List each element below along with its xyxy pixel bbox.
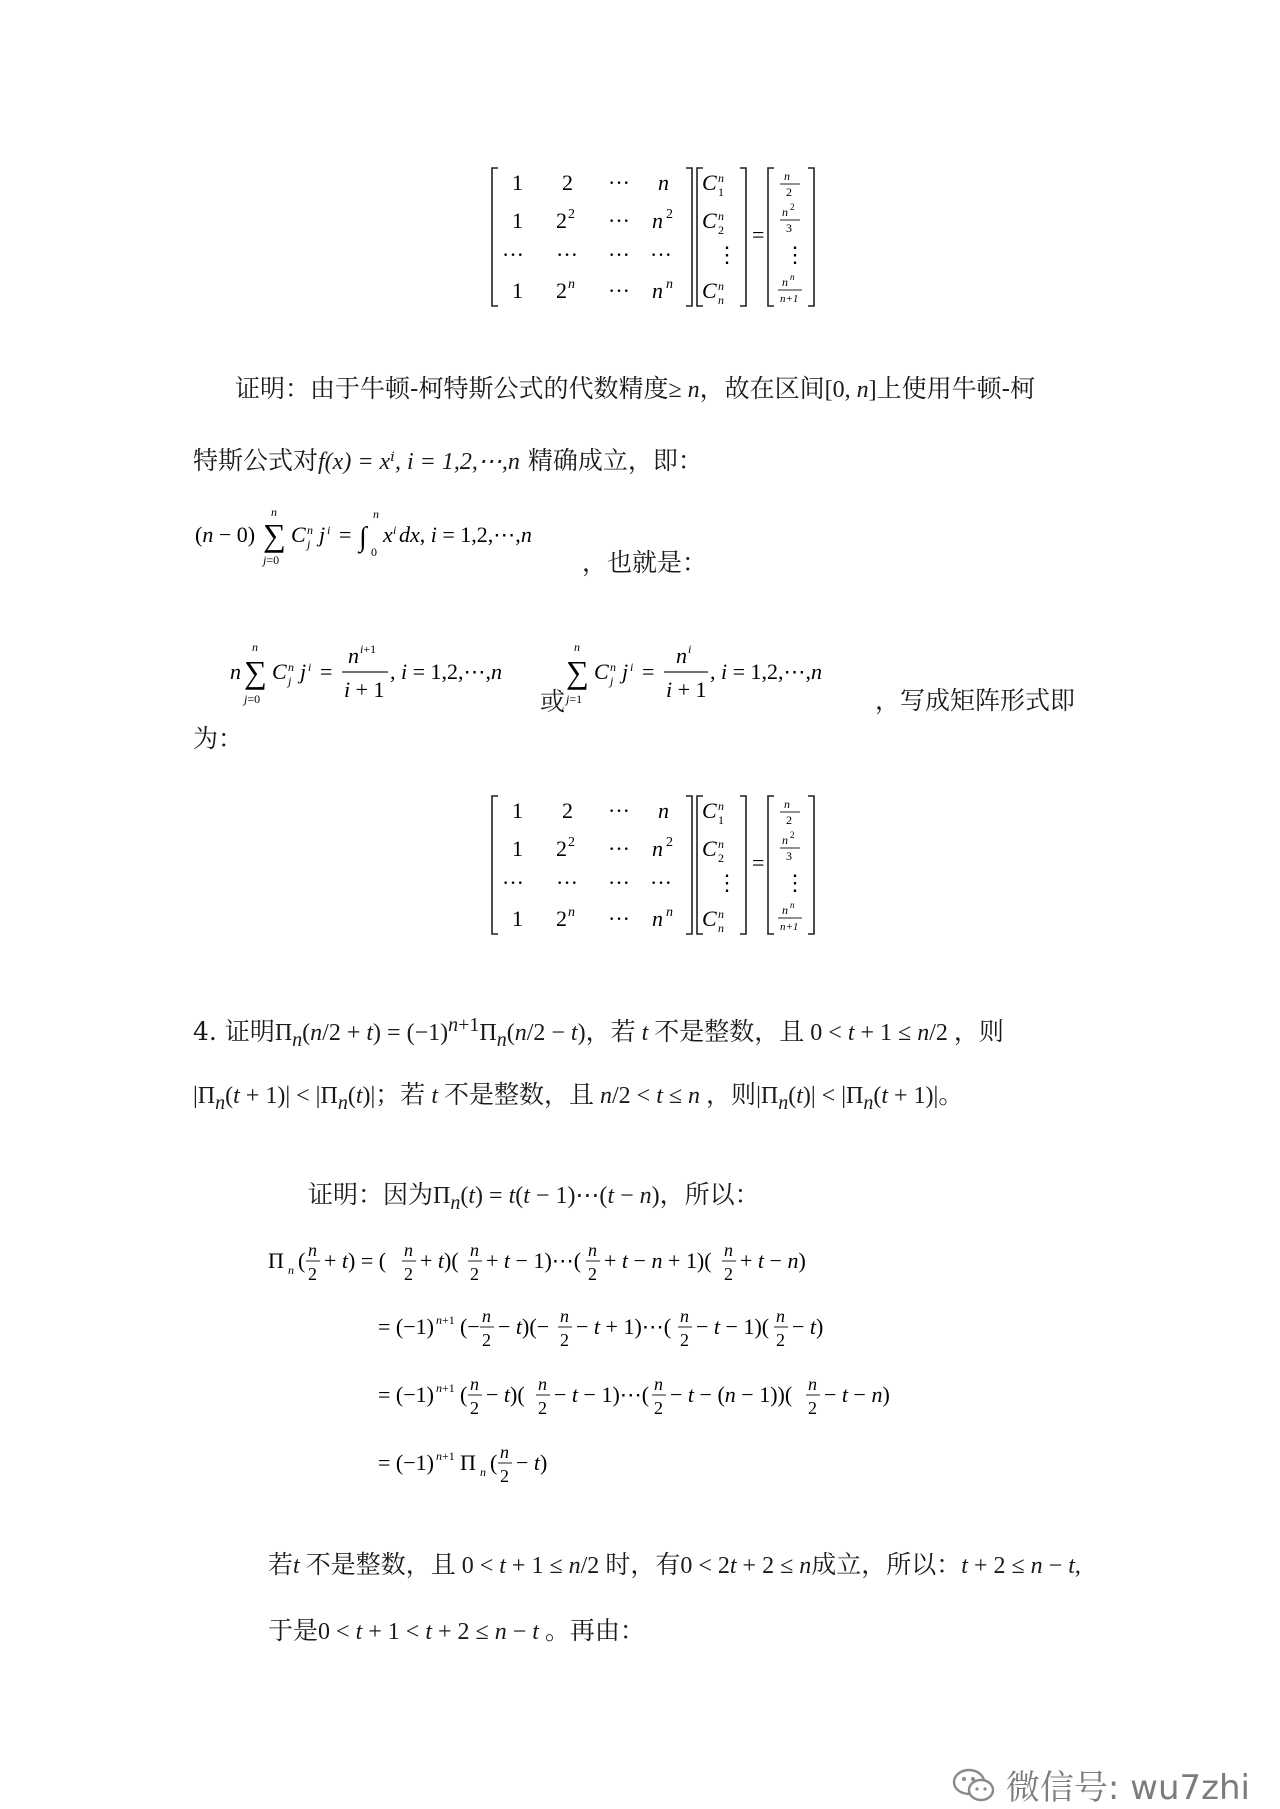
svg-text:i: i <box>308 660 312 674</box>
svg-text:n: n <box>718 209 724 223</box>
svg-text:=: = <box>752 222 765 247</box>
svg-text:2: 2 <box>556 208 567 233</box>
svg-text:+ t)(: + t)( <box>420 1248 459 1273</box>
proof2-then-prefix: 于是 <box>268 1616 319 1645</box>
svg-text:n: n <box>654 1374 663 1394</box>
proof2-cond-prefix: 若 <box>268 1550 294 1579</box>
svg-text:2: 2 <box>470 1264 479 1284</box>
svg-text:3: 3 <box>786 221 792 235</box>
proof2-cond-holds: 成立，所以： <box>811 1550 962 1579</box>
derivation-row-4 <box>378 1442 547 1486</box>
svg-text:C: C <box>702 906 717 931</box>
svg-text:n: n <box>776 1306 785 1326</box>
svg-text:2: 2 <box>556 836 567 861</box>
svg-text:2: 2 <box>666 835 673 850</box>
proof-text-2b: 精确成立，即： <box>527 446 703 475</box>
problem4-text-c: 不是整数，且 <box>654 1017 805 1046</box>
svg-text:n: n <box>652 278 663 303</box>
svg-text:2: 2 <box>500 1466 509 1486</box>
proof-line-4-end <box>875 684 1075 718</box>
svg-text:i+1: i+1 <box>360 642 377 656</box>
svg-text:n+1: n+1 <box>780 293 799 305</box>
svg-text:C: C <box>702 170 717 195</box>
problem4-number: 4. <box>193 1017 217 1046</box>
svg-text:n: n <box>610 660 616 674</box>
proof-line-2 <box>193 444 703 479</box>
proof-text-3: ，也就是： <box>582 548 708 577</box>
svg-text:⋮: ⋮ <box>716 242 738 267</box>
svg-text:+ t − n + 1)(: + t − n + 1)( <box>604 1248 712 1273</box>
svg-text:···: ··· <box>650 870 672 895</box>
svg-text:2: 2 <box>588 1264 597 1284</box>
svg-text:n: n <box>784 169 790 183</box>
svg-text:∑: ∑ <box>263 517 286 553</box>
proof2-cond-mid: 不是整数，且 <box>305 1550 456 1579</box>
svg-text:j=0: j=0 <box>244 692 261 706</box>
svg-text:i: i <box>327 523 331 537</box>
wechat-icon <box>952 1767 996 1803</box>
derivation-row-1 <box>268 1240 806 1284</box>
svg-text:i + 1: i + 1 <box>666 677 707 702</box>
svg-text:2: 2 <box>718 223 724 237</box>
svg-text:Π: Π <box>460 1450 476 1475</box>
svg-text:= (−1): = (−1) <box>378 1450 434 1475</box>
svg-text:···: ··· <box>650 242 672 267</box>
svg-text:i: i <box>393 523 397 537</box>
math-abs-ineq-1: $|\Pi_n(t + 1)| < |\Pi_n(t)|$ <box>193 1083 376 1114</box>
svg-text:2: 2 <box>718 851 724 865</box>
or-word <box>540 685 565 719</box>
svg-text:i: i <box>688 642 692 656</box>
svg-text:n: n <box>718 907 724 921</box>
svg-text:1: 1 <box>718 185 724 199</box>
svg-text:− t − 1)(: − t − 1)( <box>696 1314 770 1339</box>
svg-text:j: j <box>307 537 311 551</box>
svg-text:n: n <box>718 799 724 813</box>
svg-text:C: C <box>702 798 717 823</box>
svg-text:(−: (− <box>460 1314 480 1339</box>
math-chain: 0 < t + 1 < t + 2 ≤ n − t <box>318 1619 539 1645</box>
svg-text:n: n <box>718 837 724 851</box>
svg-text:n: n <box>307 523 313 537</box>
derivation-row-3 <box>378 1374 890 1418</box>
svg-text:n: n <box>666 277 673 292</box>
svg-text:, i = 1,2,⋯,n: , i = 1,2,⋯,n <box>710 659 823 684</box>
svg-text:2: 2 <box>482 1330 491 1350</box>
svg-text:n: n <box>538 1374 547 1394</box>
svg-text:n: n <box>652 836 663 861</box>
svg-text:dx, i = 1,2,⋯,n: dx, i = 1,2,⋯,n <box>399 522 532 547</box>
svg-text:− t): − t) <box>516 1450 548 1475</box>
svg-text:2: 2 <box>568 207 575 222</box>
math-cond-3: 0 < t + 1 ≤ n/2 <box>455 1553 606 1579</box>
svg-text:1: 1 <box>512 170 523 195</box>
math-t-1: t <box>635 1020 655 1046</box>
proof-text-4: ，写成矩阵形式即 <box>875 686 1076 715</box>
svg-text:2: 2 <box>654 1398 663 1418</box>
svg-text:n: n <box>348 643 359 668</box>
svg-text:(: ( <box>490 1450 498 1475</box>
watermark <box>952 1760 1250 1809</box>
svg-text:n: n <box>808 1374 817 1394</box>
svg-text:n: n <box>680 1306 689 1326</box>
svg-text:n: n <box>652 906 663 931</box>
svg-text:n: n <box>560 1306 569 1326</box>
problem4-text-e: ；若 <box>375 1080 426 1109</box>
problem4-text-d: ，则 <box>953 1017 1004 1046</box>
proof2-cond-when: 时，有 <box>605 1550 681 1579</box>
svg-text:i + 1: i + 1 <box>344 677 385 702</box>
svg-text:2: 2 <box>308 1264 317 1284</box>
svg-text:1: 1 <box>512 278 523 303</box>
svg-text:3: 3 <box>786 849 792 863</box>
svg-text:− t)(: − t)( <box>486 1382 525 1407</box>
svg-text:2: 2 <box>808 1398 817 1418</box>
svg-text:n: n <box>404 1240 413 1260</box>
derivation-block <box>268 1238 888 1498</box>
math-ge-n: ≥ n <box>668 377 700 403</box>
svg-text:⋮: ⋮ <box>784 870 806 895</box>
svg-text:j=1: j=1 <box>566 692 583 706</box>
svg-text:+ t) = (: + t) = ( <box>324 1248 387 1273</box>
svg-text:∑: ∑ <box>566 654 589 690</box>
svg-text:(n − 0): (n − 0) <box>195 522 256 547</box>
svg-text:− t − n): − t − n) <box>824 1382 890 1407</box>
svg-text:C: C <box>702 208 717 233</box>
svg-text:n: n <box>724 1240 733 1260</box>
svg-text:− t − (n − 1))(: − t − (n − 1))( <box>670 1382 793 1407</box>
svg-text:n: n <box>470 1240 479 1260</box>
svg-text:2: 2 <box>790 830 795 840</box>
svg-text:2: 2 <box>786 185 792 199</box>
svg-text:∑: ∑ <box>244 654 267 690</box>
svg-text:=: = <box>320 659 333 684</box>
proof2-text-1a: 证明：因为 <box>308 1180 434 1209</box>
svg-text:, i = 1,2,⋯,n: , i = 1,2,⋯,n <box>390 659 503 684</box>
svg-text:2: 2 <box>562 170 573 195</box>
svg-text:2: 2 <box>556 906 567 931</box>
svg-text:n: n <box>718 171 724 185</box>
sum-equation-b <box>566 635 866 715</box>
svg-text:n: n <box>790 272 795 282</box>
svg-text:n: n <box>790 900 795 910</box>
svg-text:2: 2 <box>568 835 575 850</box>
math-pi-identity: $\Pi_n(n/2 + t) = (-1)^{n+1}\Pi_n(n/2 - t)$ <box>274 1014 586 1051</box>
problem4-text-a: 证明 <box>224 1017 275 1046</box>
svg-text:n: n <box>782 903 788 917</box>
svg-text:2: 2 <box>790 202 795 212</box>
svg-text:2: 2 <box>404 1264 413 1284</box>
proof2-then-line <box>268 1614 645 1649</box>
svg-text:− t): − t) <box>792 1314 824 1339</box>
svg-text:j: j <box>300 659 307 684</box>
math-abs-ineq-2: $|\Pi_n(t)| < |\Pi_n(t + 1)|$ <box>756 1083 939 1114</box>
problem4-text-b: ，若 <box>585 1017 636 1046</box>
svg-text:n: n <box>652 208 663 233</box>
svg-text:···: ··· <box>608 870 630 895</box>
svg-text:0: 0 <box>371 545 377 559</box>
svg-text:n: n <box>658 170 669 195</box>
problem4-text-h: 。 <box>938 1080 964 1109</box>
svg-text:2: 2 <box>776 1330 785 1350</box>
svg-text:2: 2 <box>724 1264 733 1284</box>
proof-text-2a: 特斯公式对 <box>193 446 319 475</box>
svg-text:···: ··· <box>608 278 630 303</box>
svg-text:∫: ∫ <box>359 522 367 553</box>
svg-text:n: n <box>718 293 724 307</box>
svg-text:n: n <box>252 640 258 654</box>
svg-text:2: 2 <box>562 798 573 823</box>
svg-text:2: 2 <box>560 1330 569 1350</box>
proof-line-5 <box>193 722 243 756</box>
svg-text:n+1: n+1 <box>436 1449 455 1463</box>
problem4-line-2 <box>193 1078 963 1120</box>
svg-text:= (−1): = (−1) <box>378 1314 434 1339</box>
svg-text:j: j <box>319 522 326 547</box>
sum-equation-a <box>230 635 550 715</box>
proof-text-1a: 证明：由于牛顿-柯特斯公式的代数精度 <box>235 374 669 403</box>
matrix-equation-bottom <box>490 788 830 938</box>
svg-text:n+1: n+1 <box>436 1381 455 1395</box>
proof2-then-end: 。再由： <box>544 1616 645 1645</box>
math-fx: f(x) = xⁱ, i = 1,2,⋯,n <box>318 449 520 475</box>
watermark-text: 微信号: wu7zhi <box>1005 1768 1250 1808</box>
problem4-line-1 <box>193 1008 1004 1057</box>
math-cond-1: 0 < t + 1 ≤ n/2 <box>804 1020 954 1046</box>
svg-text:n: n <box>574 640 580 654</box>
svg-text:n: n <box>568 277 575 292</box>
svg-text:···: ··· <box>608 906 630 931</box>
svg-text:···: ··· <box>608 836 630 861</box>
svg-text:j: j <box>610 674 614 688</box>
svg-text:(: ( <box>298 1248 306 1273</box>
svg-text:n: n <box>271 505 277 519</box>
svg-text:1: 1 <box>512 836 523 861</box>
svg-text:n: n <box>230 659 241 684</box>
svg-text:···: ··· <box>608 798 630 823</box>
svg-text:+ t − n): + t − n) <box>740 1248 806 1273</box>
math-interval: [0, n] <box>824 377 877 403</box>
svg-text:⋮: ⋮ <box>716 870 738 895</box>
proof-line-1 <box>235 372 1035 407</box>
svg-text:=: = <box>752 850 765 875</box>
math-t-3: t <box>293 1553 306 1579</box>
math-cond-2: n/2 < t ≤ n <box>600 1083 701 1109</box>
svg-text:n: n <box>288 660 294 674</box>
svg-text:n+1: n+1 <box>780 921 799 933</box>
proof2-condition-line <box>268 1548 1081 1583</box>
svg-text:n+1: n+1 <box>436 1313 455 1327</box>
svg-text:C: C <box>291 522 306 547</box>
math-cond-4: 0 < 2t + 2 ≤ n <box>680 1553 812 1579</box>
proof-line-3-end <box>582 546 707 580</box>
svg-text:n: n <box>784 797 790 811</box>
svg-text:C: C <box>702 278 717 303</box>
svg-text:=: = <box>642 659 655 684</box>
svg-text:n: n <box>718 279 724 293</box>
svg-text:n: n <box>470 1374 479 1394</box>
svg-text:+ t − 1)⋯(: + t − 1)⋯( <box>486 1248 582 1273</box>
svg-text:1: 1 <box>512 208 523 233</box>
svg-text:C: C <box>272 659 287 684</box>
svg-text:n: n <box>782 833 788 847</box>
svg-text:j: j <box>622 659 629 684</box>
svg-text:j=0: j=0 <box>263 553 280 567</box>
svg-text:Π: Π <box>268 1248 284 1273</box>
svg-text:2: 2 <box>786 813 792 827</box>
proof-text-1c: 上使用牛顿-柯 <box>876 374 1036 403</box>
svg-text:n: n <box>500 1442 509 1462</box>
svg-text:1: 1 <box>718 813 724 827</box>
svg-text:C: C <box>594 659 609 684</box>
problem4-text-g: ，则 <box>706 1080 757 1109</box>
svg-text:1: 1 <box>512 906 523 931</box>
matrix-equation-top <box>490 160 830 310</box>
math-t-2: t <box>425 1083 444 1109</box>
svg-text:n: n <box>288 1263 294 1277</box>
sum-integral-equation <box>195 500 615 570</box>
svg-text:j: j <box>288 674 292 688</box>
svg-text:− t − 1)⋯(: − t − 1)⋯( <box>554 1382 650 1407</box>
svg-text:i: i <box>630 660 634 674</box>
svg-text:1: 1 <box>512 798 523 823</box>
svg-text:···: ··· <box>502 870 524 895</box>
svg-text:⋮: ⋮ <box>784 242 806 267</box>
svg-text:n: n <box>308 1240 317 1260</box>
svg-text:n: n <box>480 1465 486 1479</box>
svg-text:2: 2 <box>680 1330 689 1350</box>
svg-text:···: ··· <box>556 870 578 895</box>
svg-text:n: n <box>666 905 673 920</box>
svg-text:n: n <box>588 1240 597 1260</box>
svg-text:n: n <box>718 921 724 935</box>
proof2-text-1b: ，所以： <box>659 1180 760 1209</box>
svg-text:=: = <box>339 522 352 547</box>
svg-text:n: n <box>782 275 788 289</box>
svg-text:n: n <box>782 205 788 219</box>
svg-text:2: 2 <box>538 1398 547 1418</box>
svg-text:x: x <box>383 522 393 547</box>
svg-text:2: 2 <box>470 1398 479 1418</box>
svg-text:···: ··· <box>608 242 630 267</box>
svg-text:···: ··· <box>608 170 630 195</box>
derivation-row-2 <box>378 1306 823 1350</box>
svg-text:− t)(−: − t)(− <box>498 1314 550 1339</box>
svg-text:···: ··· <box>502 242 524 267</box>
svg-text:n: n <box>568 905 575 920</box>
math-pi-def: $\Pi_n(t) = t(t$ − 1)⋯(t − n) <box>433 1183 660 1214</box>
svg-text:= (−1): = (−1) <box>378 1382 434 1407</box>
svg-text:n: n <box>482 1306 491 1326</box>
svg-text:(: ( <box>460 1382 468 1407</box>
proof-text-5: 为： <box>193 724 244 753</box>
svg-text:···: ··· <box>556 242 578 267</box>
svg-text:···: ··· <box>608 208 630 233</box>
svg-text:2: 2 <box>556 278 567 303</box>
proof2-line-1 <box>308 1178 760 1220</box>
svg-text:n: n <box>676 643 687 668</box>
math-cond-5: t + 2 ≤ n − t, <box>961 1553 1081 1579</box>
svg-text:− t + 1)⋯(: − t + 1)⋯( <box>576 1314 672 1339</box>
svg-text:n: n <box>658 798 669 823</box>
svg-text:n: n <box>373 507 379 521</box>
or-text: 或 <box>540 687 566 716</box>
proof-text-1b: ，故在区间 <box>699 374 825 403</box>
svg-text:2: 2 <box>666 207 673 222</box>
problem4-text-f: 不是整数，且 <box>443 1080 594 1109</box>
svg-text:C: C <box>702 836 717 861</box>
